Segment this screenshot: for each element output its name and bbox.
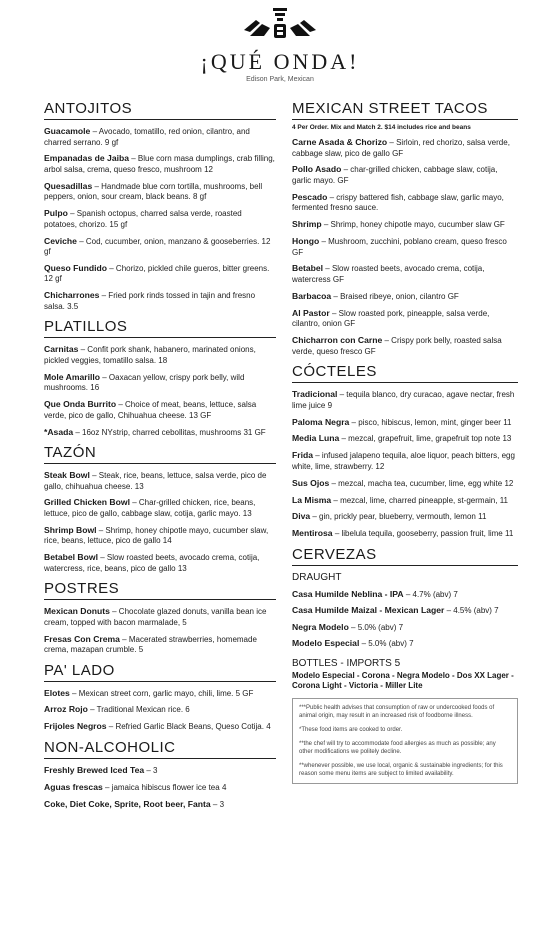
menu-item: [44, 765, 276, 777]
menu-item: [44, 688, 276, 700]
section-non-alcoholic: [44, 739, 276, 810]
bottles-heading: BOTTLES - IMPORTS 5: [292, 657, 401, 669]
item-price: 7: [396, 622, 404, 632]
item-name: Tradicional: [292, 389, 338, 400]
item-price: 13: [175, 563, 187, 573]
item-name: Sus Ojos: [292, 477, 330, 488]
item-price: 3: [150, 765, 158, 775]
section-taz-n: [44, 444, 276, 574]
item-name: Steak Bowl: [44, 470, 90, 481]
menu-header: [0, 6, 560, 83]
item-price: 31 GF: [241, 427, 266, 437]
menu-item: [44, 236, 276, 258]
section-pa-lado: [44, 662, 276, 733]
menu-item: [292, 164, 518, 186]
section-title: MEXICAN STREET TACOS: [292, 100, 518, 120]
item-price: 12 gf: [44, 236, 271, 257]
item-description: – Handmade blue corn tortilla, mushrooms, bell peppers, onion, sour cream, black beans.: [44, 181, 263, 202]
tacos-note: 4 Per Order. Mix and Match 2. $14 includes rice and beans: [292, 124, 471, 131]
menu-item: [44, 427, 276, 439]
item-description: –: [144, 765, 151, 775]
menu-item: [44, 290, 276, 312]
item-description: – Slow roasted pork, pineapple, salsa verde, cilantro, onion: [292, 308, 490, 329]
item-price: GF: [491, 220, 505, 230]
item-description: – pisco, hibiscus, lemon, mint, ginger beer: [349, 417, 501, 427]
item-description: – Traditional Mexican rice.: [87, 705, 184, 715]
item-name: Hongo: [292, 236, 320, 247]
item-price: 15 gf: [107, 219, 128, 229]
item-price: 13: [132, 481, 144, 491]
menu-item: [292, 263, 518, 285]
menu-item: [292, 236, 518, 258]
right-column: [292, 100, 518, 784]
section-title: PA' LADO: [44, 662, 276, 682]
item-description: – char-grilled chicken, cabbage slaw, cotija, garlic mayo.: [292, 165, 498, 185]
item-description: – crispy battered fish, cabbage slaw, garlic mayo, fermented fresno sauce.: [292, 192, 504, 213]
item-description: – 5.0% (abv): [359, 639, 407, 649]
menu-item: [292, 291, 518, 303]
item-name: Betabel: [292, 263, 324, 274]
menu-item: [44, 208, 276, 230]
menu-item: [292, 335, 518, 357]
item-price: 18: [156, 355, 168, 365]
item-name: Pollo Asado: [292, 164, 342, 175]
menu-item: [44, 497, 276, 519]
section-title: ANTOJITOS: [44, 100, 276, 120]
item-description: – Slow roasted beets, avocado crema, cotija, watercress, rice, beans, pico de gallo: [44, 553, 260, 573]
item-price: 3: [217, 799, 225, 809]
menu-item: [44, 263, 276, 285]
item-description: – Blue corn masa dumplings, crab filling, arbol salsa, crema, queso fresco, mushroom: [44, 154, 275, 174]
item-price: 14: [160, 536, 172, 546]
item-name: Arroz Rojo: [44, 704, 88, 715]
draught-heading: DRAUGHT: [292, 571, 342, 583]
item-name: *Asada: [44, 426, 74, 437]
section-title: CÓCTELES: [292, 363, 518, 383]
note-line: *These food items are cooked to order.: [299, 726, 403, 733]
item-description: – Shrimp, honey chipotle mayo, cucumber slaw, rice, beans, lettuce, pico de gallo: [44, 525, 269, 546]
menu-item: [44, 606, 276, 628]
item-description: – Crispy pork belly, roasted salsa verde, queso fresco: [292, 336, 502, 356]
item-description: – Braised ribeye, onion, cilantro: [331, 291, 446, 301]
item-name: Frida: [292, 450, 314, 461]
menu-item: [44, 153, 276, 175]
section-title: NON-ALCOHOLIC: [44, 739, 276, 759]
item-price: GF: [362, 346, 376, 356]
menu-item: [44, 552, 276, 574]
item-name: Fresas Con Crema: [44, 633, 120, 644]
menu-item: [292, 495, 518, 507]
item-price: 9 gf: [102, 137, 119, 147]
menu-item: [44, 470, 276, 492]
item-name: Pulpo: [44, 208, 68, 219]
item-description: – Shrimp, honey chipotle mayo, cucumber slaw: [321, 220, 492, 230]
menu-item: [44, 126, 276, 148]
item-description: – Cod, cucumber, onion, manzano & gooseberries.: [76, 236, 260, 246]
item-description: – mezcal, grapefruit, lime, grapefruit top note: [339, 434, 501, 444]
brand-name: ¡QUÉ ONDA!: [200, 49, 360, 74]
item-name: Freshly Brewed Iced Tea: [44, 764, 145, 775]
section-postres: [44, 580, 276, 655]
item-description: – Sirloin, red chorizo, salsa verde, cabbage slaw, pico de gallo: [292, 138, 510, 158]
item-price: 9: [325, 400, 333, 410]
item-price: 11: [502, 529, 514, 539]
health-notes: [292, 698, 518, 784]
item-name: Barbacoa: [292, 290, 332, 301]
menu-item: [44, 634, 276, 656]
item-description: – Chorizo, pickled chile gueros, bitter greens.: [107, 263, 270, 273]
item-name: Negra Modelo: [292, 621, 349, 632]
item-description: – 16oz NYstrip, charred cebollitas, mushrooms: [73, 427, 242, 437]
item-name: Media Luna: [292, 433, 340, 444]
item-name: Modelo Especial: [292, 638, 360, 649]
item-description: – tequila blanco, dry curacao, agave nectar, fresh lime juice: [292, 390, 515, 410]
menu-item: [292, 478, 518, 490]
menu-item: [292, 389, 518, 411]
item-name: Chicharrones: [44, 290, 100, 301]
item-price: GF: [330, 274, 345, 284]
item-description: – infused jalapeno tequila, aloe liquor, peach bitters, egg white, lime, strawberry.: [292, 451, 515, 471]
left-column: [44, 100, 276, 816]
item-name: Queso Fundido: [44, 262, 108, 273]
item-name: Carnitas: [44, 344, 79, 355]
menu-item: [292, 589, 518, 601]
menu-item: [292, 137, 518, 159]
section-cocteles: [292, 363, 518, 540]
section-title: PLATILLOS: [44, 318, 276, 338]
item-name: Grilled Chicken Bowl: [44, 497, 130, 508]
menu-item: [44, 721, 276, 733]
menu-item: [44, 181, 276, 203]
item-description: – mezcal, macha tea, cucumber, lime, egg white: [329, 478, 503, 488]
item-name: Mentirosa: [292, 528, 333, 539]
item-description: – Avocado, tomatillo, red onion, cilantro, and charred serrano.: [44, 127, 250, 147]
menu-item: [44, 799, 276, 811]
section-title: TAZÓN: [44, 444, 276, 464]
bottles-list: Modelo Especial - Corona - Negra Modelo - Dos XX Lager - Corona Light - Victoria - Miller Lite: [292, 670, 514, 691]
item-description: – Steak, rice, beans, lettuce, salsa verde, pico de gallo, chihuahua cheese.: [44, 471, 267, 491]
menu-item: [44, 704, 276, 716]
item-description: – 5.0% (abv): [348, 622, 397, 632]
item-description: –: [210, 799, 218, 809]
menu-item: [292, 511, 518, 523]
item-price: 5: [180, 617, 187, 627]
item-price: 4: [219, 782, 227, 792]
item-price: 11: [497, 495, 508, 505]
menu-item: [292, 192, 518, 214]
item-description: – 4.7% (abv): [403, 589, 452, 599]
note-line: **the chef will try to accommodate food allergies as much as possible; any other modifications we politely decline.: [299, 740, 496, 755]
item-description: – 4.5% (abv): [444, 606, 492, 616]
item-description: – Mushroom, zucchini, poblano cream, queso fresco: [319, 237, 507, 247]
item-price: 12 gf: [44, 274, 62, 284]
item-name: Elotes: [44, 687, 70, 698]
item-price: GF: [335, 175, 349, 185]
item-price: 3.5: [64, 301, 79, 311]
item-name: Al Pastor: [292, 307, 330, 318]
section-tacos: [292, 100, 518, 357]
item-price: 12: [502, 478, 514, 488]
section-title: POSTRES: [44, 580, 276, 600]
item-name: Shrimp Bowl: [44, 524, 97, 535]
menu-item: [292, 605, 518, 617]
menu-item: [44, 525, 276, 547]
item-price: 13: [500, 434, 512, 444]
menu-item: [292, 308, 518, 330]
item-name: Betabel Bowl: [44, 552, 98, 563]
menu-item: [44, 372, 276, 394]
menu-item: [44, 782, 276, 794]
item-name: Mexican Donuts: [44, 606, 110, 617]
item-description: – Spanish octopus, charred salsa verde, roasted potatoes, chorizo.: [44, 209, 242, 229]
item-name: Casa Humilde Neblina - IPA: [292, 588, 404, 599]
item-price: 7: [451, 589, 458, 599]
menu-item: [44, 399, 276, 421]
item-price: 12: [373, 461, 385, 471]
item-name: La Misma: [292, 494, 332, 505]
item-description: – Macerated strawberries, homemade crema, mazapan crumble.: [44, 634, 257, 655]
item-name: Guacamole: [44, 126, 91, 136]
section-cervezas: [292, 546, 518, 692]
item-price: 8 gf: [190, 192, 207, 202]
item-name: Carne Asada & Chorizo: [292, 137, 388, 147]
note-line: ***Public health advises that consumption of raw or undercooked foods of animal origin, may result in an increased risk of foodborne illness.: [299, 704, 495, 719]
menu-item: [292, 219, 518, 231]
item-description: – gin, prickly pear, blueberry, vermouth, lemon: [310, 512, 476, 522]
item-price: GF: [292, 247, 304, 257]
item-description: – Confit pork shank, habanero, marinated onions, pickled veggies, tomatillo salsa.: [44, 345, 256, 365]
item-name: Pescado: [292, 191, 328, 202]
brand-location: Edison Park, Mexican: [246, 76, 314, 83]
menu-item: [292, 528, 518, 540]
item-description: – mezcal, lime, charred pineapple, st-germain,: [331, 495, 498, 505]
item-price: 7: [491, 606, 499, 616]
item-price: 13: [240, 508, 252, 518]
item-description: – Slow roasted beets, avocado crema, cotija, watercress: [292, 264, 485, 284]
item-price: GF: [445, 291, 459, 301]
item-name: Casa Humilde Maizal - Mexican Lager: [292, 605, 445, 616]
item-price: 11: [500, 417, 512, 427]
item-name: Chicharron con Carne: [292, 335, 383, 346]
item-name: Shrimp: [292, 219, 322, 230]
item-description: – Refried Garlic Black Beans, Queso Cotija.: [106, 722, 264, 732]
menu-item: [292, 622, 518, 634]
item-price: 11: [475, 512, 487, 522]
item-name: Aguas frescas: [44, 781, 103, 792]
item-description: – Choice of meat, beans, lettuce, salsa verde, pico de gallo, Chihuahua cheese.: [44, 400, 257, 420]
menu-item: [292, 450, 518, 472]
item-price: 5 GF: [233, 688, 254, 698]
item-description: – Oaxacan yellow, crispy pork belly, wild mushrooms.: [44, 372, 245, 393]
item-name: Empanadas de Jaiba: [44, 153, 130, 164]
menu-item: [292, 417, 518, 429]
aztec-logo-icon: [240, 6, 320, 42]
item-name: Frijoles Negros: [44, 721, 107, 732]
item-price: GF: [341, 319, 356, 329]
item-name: Quesadillas: [44, 180, 93, 191]
section-platillos: [44, 318, 276, 438]
item-description: – libelula tequila, gooseberry, passion fruit, lime: [332, 529, 503, 539]
item-description: – Char-grilled chicken, rice, beans, lettuce, pico de gallo, cabbage slaw, cotija, garlic mayo.: [44, 498, 256, 518]
item-name: Que Onda Burrito: [44, 399, 117, 410]
item-price: 7: [406, 639, 414, 649]
item-name: Paloma Negra: [292, 416, 350, 427]
item-price: 16: [88, 383, 100, 393]
item-price: 6: [183, 705, 190, 715]
item-price: GF: [389, 148, 404, 158]
note-line: **whenever possible, we use local, organic & sustainable ingredients; for this reason some menu items are subject to limited availability.: [299, 762, 503, 777]
item-description: – jamaica hibiscus flower ice tea: [102, 782, 220, 792]
menu-item: [44, 344, 276, 366]
item-name: Ceviche: [44, 235, 77, 246]
item-description: – Mexican street corn, garlic mayo, chili, lime.: [69, 688, 234, 698]
item-description: – Fried pork rinds tossed in tajin and fresno salsa.: [44, 291, 256, 311]
item-price: 12: [201, 164, 213, 174]
item-name: Coke, Diet Coke, Sprite, Root beer, Fanta: [44, 798, 211, 809]
item-description: – Chocolate glazed donuts, vanilla bean ice cream, topped with bacon marmalade,: [44, 607, 267, 627]
item-price: 5: [136, 645, 144, 655]
item-name: Mole Amarillo: [44, 371, 101, 382]
menu-item: [292, 433, 518, 445]
menu-item: [292, 638, 518, 650]
section-title: CERVEZAS: [292, 546, 518, 566]
item-price: 4: [263, 722, 271, 732]
item-name: Diva: [292, 511, 311, 522]
section-antojitos: [44, 100, 276, 312]
item-price: 13 GF: [186, 410, 212, 420]
